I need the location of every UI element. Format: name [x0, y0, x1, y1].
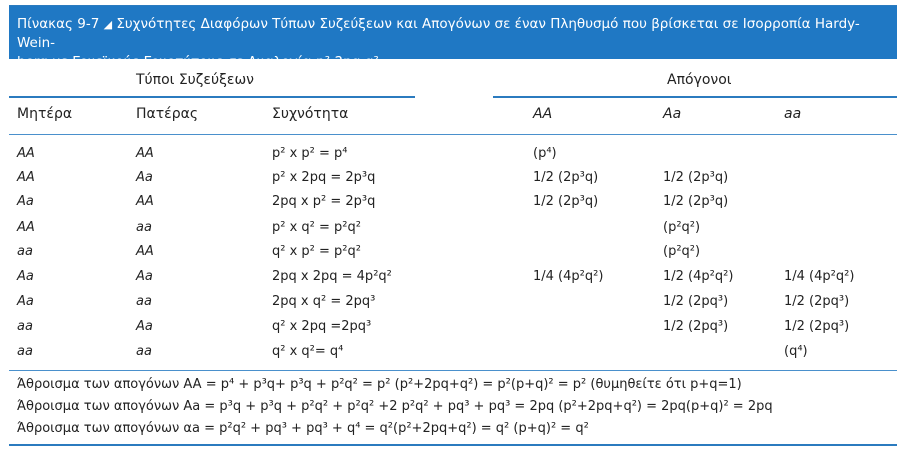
- cell-aa: 1/2 (2pq³): [784, 294, 850, 309]
- cell-father: Aa: [136, 269, 153, 284]
- cell-frequency: q² x p² = p²q²: [272, 244, 361, 259]
- cell-mother: Aa: [17, 294, 34, 309]
- cell-Aa: 1/2 (2pq³): [663, 294, 729, 309]
- col-header-frequency: Συχνότητα: [272, 106, 349, 122]
- cell-father: Aa: [136, 319, 153, 334]
- cell-frequency: p² x p² = p⁴: [272, 146, 348, 161]
- col-header-Aa: Aa: [663, 106, 682, 122]
- title-marker-icon: ◢: [103, 18, 113, 31]
- cell-mother: AA: [17, 220, 35, 235]
- cell-mother: Aa: [17, 194, 34, 209]
- table-label: Πίνακας 9-7: [17, 16, 100, 32]
- title-text-line2: berg με Γονεϊκούς Γονοτύπους σε Αναλογία: [17, 54, 316, 70]
- cell-father: aa: [136, 344, 152, 359]
- cell-Aa: 1/2 (2p³q): [663, 170, 729, 185]
- col-header-aa: aa: [784, 106, 802, 122]
- cell-aa: 1/4 (4p²q²): [784, 269, 855, 284]
- cell-frequency: 2pq x 2pq = 4p²q²: [272, 269, 392, 284]
- cell-frequency: p² x q² = p²q²: [272, 220, 361, 235]
- cell-mother: AA: [17, 146, 35, 161]
- cell-mother: aa: [17, 244, 33, 259]
- cell-frequency: q² x 2pq =2pq³: [272, 319, 372, 334]
- table-bottom-rule: [9, 444, 897, 446]
- cell-father: AA: [136, 244, 154, 259]
- col-header-AA: AA: [533, 106, 553, 122]
- cell-AA: 1/2 (2p³q): [533, 170, 599, 185]
- cell-Aa: 1/2 (2pq³): [663, 319, 729, 334]
- cell-frequency: 2pq x p² = 2p³q: [272, 194, 376, 209]
- col-header-father: Πατέρας: [136, 106, 199, 122]
- cell-AA: (p⁴): [533, 146, 557, 161]
- col-header-mother: Μητέρα: [17, 106, 73, 122]
- group-rule-matings: [9, 96, 415, 98]
- cell-mother: Aa: [17, 269, 34, 284]
- cell-father: Aa: [136, 170, 153, 185]
- group-header-matings: Τύποι Συζεύξεων: [136, 72, 254, 88]
- cell-frequency: p² x 2pq = 2p³q: [272, 170, 376, 185]
- cell-Aa: 1/2 (4p²q²): [663, 269, 734, 284]
- group-rule-offspring: [493, 96, 897, 98]
- sums-rule: [9, 370, 897, 371]
- cell-father: AA: [136, 146, 154, 161]
- sum-AA: Άθροισμα των απογόνων AA = p⁴ + p³q+ p³q + p²q² = p² (p²+2pq+q²) = p²(p+q)² = p² (θυμηθείτε ότι p+q=1): [17, 377, 742, 392]
- header-rule: [9, 134, 897, 135]
- cell-Aa: 1/2 (2p³q): [663, 194, 729, 209]
- cell-AA: 1/4 (4p²q²): [533, 269, 604, 284]
- sum-aa: Άθροισμα των απογόνων αa = p²q² + pq³ + pq³ + q⁴ = q²(p²+2pq+q²) = q² (p+q)² = q²: [17, 421, 589, 436]
- cell-Aa: (p²q²): [663, 244, 701, 259]
- cell-frequency: q² x q²= q⁴: [272, 344, 344, 359]
- cell-mother: AA: [17, 170, 35, 185]
- cell-mother: aa: [17, 344, 33, 359]
- cell-AA: 1/2 (2p³q): [533, 194, 599, 209]
- cell-father: aa: [136, 220, 152, 235]
- cell-aa: 1/2 (2pq³): [784, 319, 850, 334]
- group-header-offspring: Απόγονοι: [667, 72, 732, 88]
- table-title: [9, 6, 897, 70]
- cell-father: aa: [136, 294, 152, 309]
- title-ratio: p²:2pq:q²: [315, 54, 379, 70]
- cell-father: AA: [136, 194, 154, 209]
- sum-Aa: Άθροισμα των απογόνων Aa = p³q + p³q + p²q² + p²q² +2 p²q² + pq³ + pq³ = 2pq (p²+2pq+q²) = 2pq(p+q)² = 2pq: [17, 399, 773, 414]
- cell-Aa: (p²q²): [663, 220, 701, 235]
- cell-aa: (q⁴): [784, 344, 808, 359]
- cell-mother: aa: [17, 319, 33, 334]
- title-text-line1: Συχνότητες Διαφόρων Τύπων Συζεύξεων και Απογόνων σε έναν Πληθυσμό που βρίσκεται σε Ισορροπία Hardy-Wein-: [17, 16, 860, 51]
- cell-frequency: 2pq x q² = 2pq³: [272, 294, 376, 309]
